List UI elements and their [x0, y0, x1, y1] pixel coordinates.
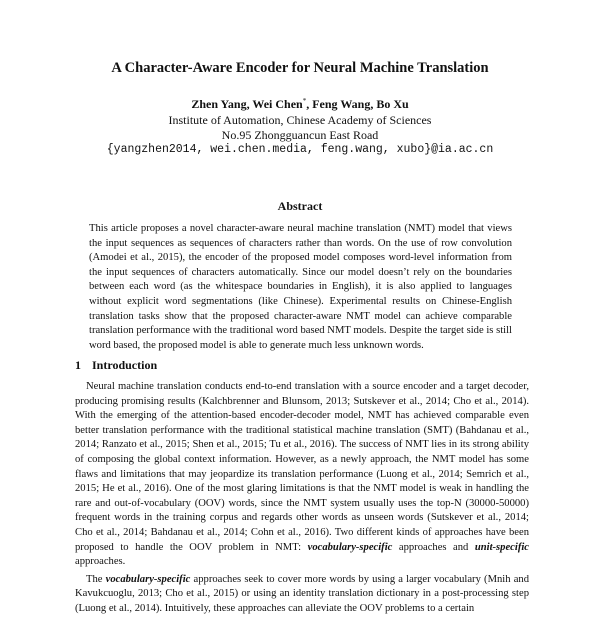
authors-first: Zhen Yang, Wei Chen — [191, 97, 303, 111]
abstract-text: This article proposes a novel character-aware neural machine translation (NMT) model that views the input sequences as sequences of characters rather than words. On the use of row convolution (Amodei et al., 2015), the encoder of the proposed model composes word-level information from the input sequences of characters automatically. Since our model doesn’t rely on the boundaries between each word (as the whitespace boundaries in English), it is also applied to languages without explicit word segmentations (like Chinese). Experimental results on Chinese-English translation tasks show that the proposed character-aware NMT model can achieve comparable translation performance with the traditional word based NMT models. Despite the target side is still word based, the proposed model is able to generate much less unknown words. — [89, 223, 512, 351]
intro-p1-mid: approaches and — [392, 541, 475, 553]
term-unit-specific: unit-specific — [474, 541, 529, 553]
intro-p2-text: approaches seek to cover more words by using a larger vocabulary (Mnih and Kavukcuoglu, 2013; Cho et al., 2015) or using an identity translation dictionary in a post-processing step (Luong et al., 2014). Intuitively, these approaches can alleviate the OOV problems to a certain — [75, 573, 529, 614]
intro-p2-lead: The — [86, 573, 106, 585]
introduction-body — [75, 380, 529, 617]
intro-p1-end: approaches. — [75, 556, 126, 568]
intro-p1-text: Neural machine translation conducts end-to-end translation with a source encoder and a target decoder, producing promising results (Kalchbrenner and Blunsom, 2013; Sutskever et al., 2014; Cho et al., 2014). With the emerging of the attention-based encoder-decoder model, NMT has achieved comparable even better translation performance with the traditional statistical machine translation (SMT) (Bahdanau et al., 2014; Ranzato et al., 2015; Shen et al., 2015; Tu et al., 2016). The success of NMT lies in its strong ability of composing the global context information. However, as a newly approach, the NMT model has some flaws and limitations that may jeopardize its translation performance (Luong et al., 2014; Semrich et al., 2015; He et al., 2016). One of the most glaring limitations is that the NMT model is weak in handling the rare and out-of-vocabulary (OOV) words, since the NMT system usually uses the top-N (30000-50000) frequent words in the training corpus and regards other words as unseen words (Sutskever et al., 2014; Cho et al., 2014; Bahdanau et al., 2014; Cohn et al., 2016). Two different kinds of approaches have been proposed to handle the OOV problem in NMT: — [75, 381, 529, 553]
section-number: 1 — [75, 358, 81, 372]
intro-paragraph-1 — [75, 380, 529, 570]
paper-title: A Character-Aware Encoder for Neural Machine Translation — [111, 60, 489, 76]
affiliation-institute: Institute of Automation, Chinese Academy of Sciences — [168, 113, 432, 127]
abstract-heading: Abstract — [277, 199, 323, 213]
author-emails: {yangzhen2014, wei.chen.media, feng.wang, xubo}@ia.ac.cn — [106, 143, 494, 156]
author-list — [0, 97, 600, 112]
intro-paragraph-2 — [75, 573, 529, 617]
authors-rest: , Feng Wang, Bo Xu — [306, 97, 409, 111]
corresponding-author-mark: * — [302, 97, 307, 105]
term-vocabulary-specific: vocabulary-specific — [307, 541, 393, 553]
section-title: Introduction — [92, 358, 158, 372]
affiliation-address: No.95 Zhongguancun East Road — [221, 128, 379, 142]
term-vocabulary-specific-2: vocabulary-specific — [105, 573, 191, 585]
section-heading-introduction — [75, 358, 157, 373]
